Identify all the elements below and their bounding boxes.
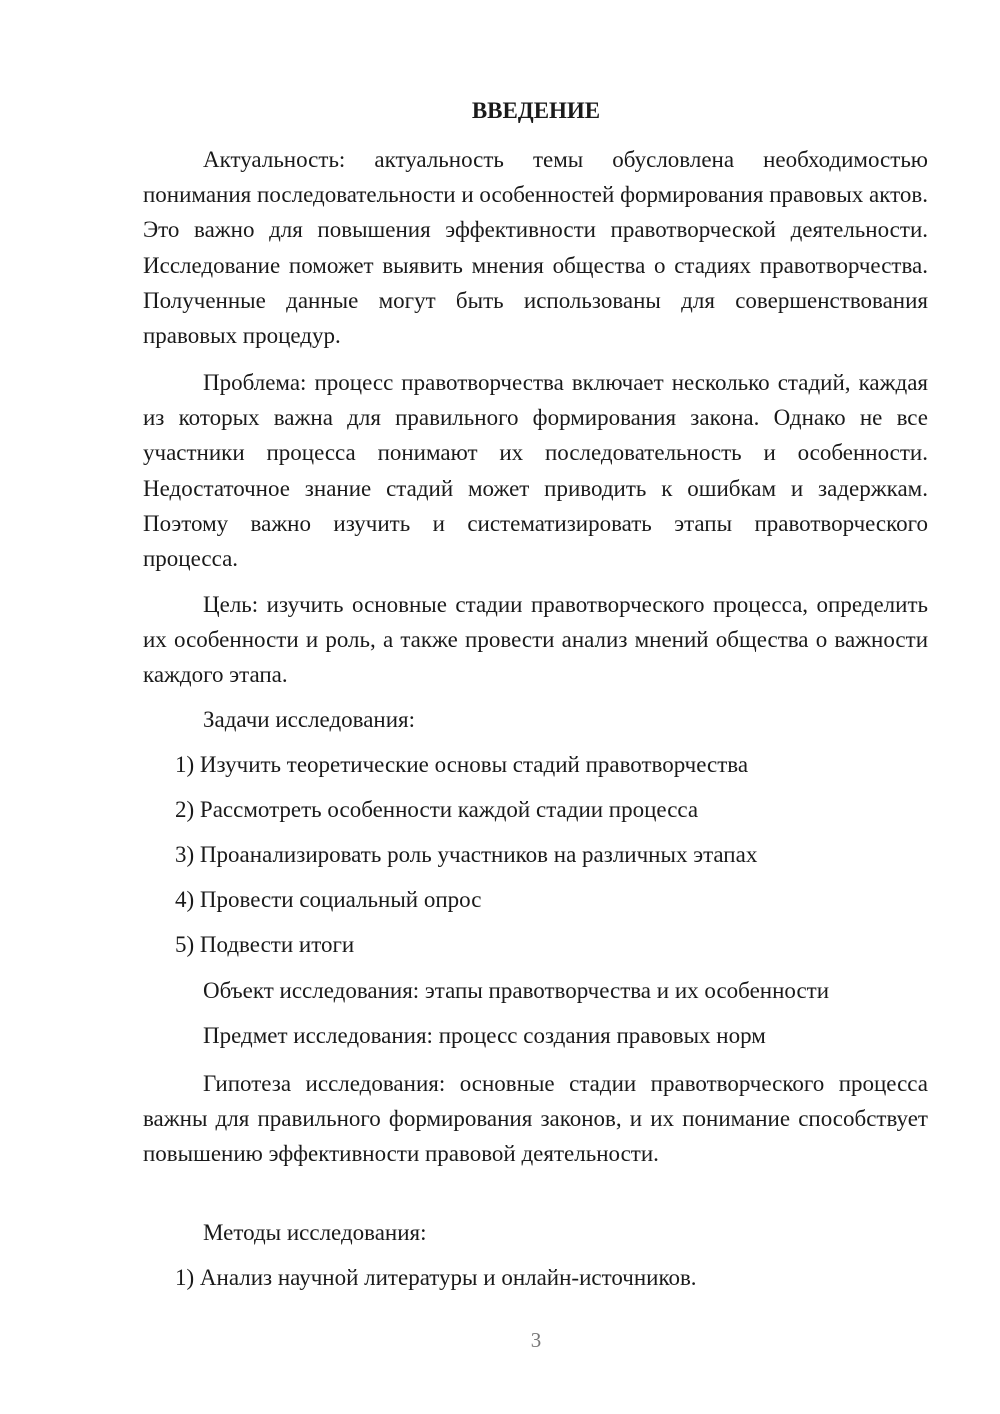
method-item: 1) Анализ научной литературы и онлайн-источников. [175, 1265, 697, 1290]
task-item: 1) Изучить теоретические основы стадий правотворчества [175, 752, 749, 777]
tasks-heading: Задачи исследования: [203, 707, 416, 732]
goal-paragraph: Цель: изучить основные стадии правотворческого процесса, определить их особенности и роль, а также провести анализ мнений общества о важности каждого этапа. [143, 592, 928, 688]
research-subject: Предмет исследования: процесс создания правовых норм [203, 1023, 766, 1048]
research-object: Объект исследования: этапы правотворчества и их особенности [203, 978, 830, 1003]
hypothesis-paragraph: Гипотеза исследования: основные стадии правотворческого процесса важны для правильного формирования законов, и их понимание способствует повышению эффективности правовой деятельности. [143, 1071, 928, 1167]
problem-paragraph: Проблема: процесс правотворчества включает несколько стадий, каждая из которых важна для правильного формирования закона. Однако не все участники процесса понимают их последовательность и особенности. Недостаточное знание стадий может приводить к ошибкам и задержкам. Поэтому важно изучить и систематизировать этапы правотворческого процесса. [143, 370, 928, 572]
relevance-paragraph: Актуальность: актуальность темы обусловлена необходимостью понимания последовательности и особенностей формирования правовых актов. Это важно для повышения эффективности правотворческой деятельности. Исследование поможет выявить мнения общества о стадиях правотворчества. Полученные данные могут быть использованы для совершенствования правовых процедур. [143, 147, 928, 349]
task-item: 3) Проанализировать роль участников на различных этапах [175, 842, 758, 867]
section-title: ВВЕДЕНИЕ [471, 98, 601, 123]
task-item: 2) Рассмотреть особенности каждой стадии процесса [175, 797, 699, 822]
page-number: 3 [530, 1328, 542, 1352]
task-item: 4) Провести социальный опрос [175, 887, 482, 912]
task-item: 5) Подвести итоги [175, 932, 355, 957]
methods-heading: Методы исследования: [203, 1220, 427, 1245]
